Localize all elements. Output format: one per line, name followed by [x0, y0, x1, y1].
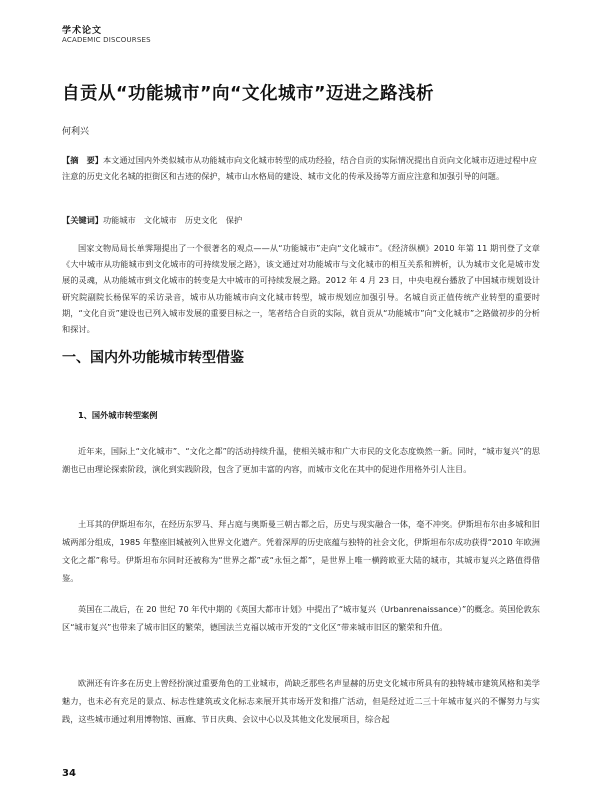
body-paragraph: 欧洲还有许多在历史上曾经扮演过重要角色的工业城市，尚缺乏那些名声显赫的历史文化城市所具有的独特城市建筑风格和美学魅力，也未必有充足的景点、标志性建筑或文化标志来展开其市场开发和推广活动，但是经过近二三十年城市复兴的不懈努力与实践，这些城市通过利用博物馆、画廊、节日庆典、会议中心以及其他文化发展项目，综合起 — [62, 678, 540, 724]
body-paragraph: 近年来，国际上“文化城市”、“文化之都”的活动持续升温，使相关城市和广大市民的文化态度焕然一新。同时，“城市复兴”的思潮也已由理论探索阶段，演化到实践阶段，包含了更加丰富的内容，而城市文化在其中的促进作用格外引人注目。 — [62, 446, 540, 474]
article-title: 自贡从“功能城市”向“文化城市”迈进之路浅析 — [62, 84, 435, 104]
article-author: 何利兴 — [62, 127, 90, 137]
keywords-label: 【关键词】 — [62, 215, 103, 225]
body-paragraph: 土耳其的伊斯坦布尔，在经历东罗马、拜占庭与奥斯曼三朝古都之后，历史与现实融合一体，毫不冲突。伊斯坦布尔由多城和旧城两部分组成，1985 年整座旧城被列入世界文化遗产。凭着深厚的历史底蕴与独特的社会文化，伊斯坦布尔成功获得“2010 年欧洲文化之都”称号。伊斯坦布尔同时还被称为“世界之都”或“永恒之都”，是世界上唯一横跨欧亚大陆的城市，其城市复兴之路值得借鉴。 — [62, 519, 540, 583]
journal-header — [62, 27, 151, 44]
keywords-text: 功能城市 文化城市 历史文化 保护 — [102, 215, 243, 225]
abstract-text: 本文通过国内外类似城市从功能城市向文化城市转型的成功经验，结合自贡的实际情况提出自贡向文化城市迈进过程中应注意的历史文化名城的拒街区和古迹的保护，城市山水格局的建设、城市文化的传承及扬等方面应注意和加强引导的问题。 — [62, 155, 537, 181]
intro-paragraph: 国家文物局局长单霁翔提出了一个很著名的观点——从“功能城市”走向“文化城市”。《经济纵横》2010 年第 11 期刊登了文章《大中城市从功能城市到文化城市的可持续发展之路》，该文通过对功能城市与文化城市的相互关系和辨析，认为城市文化是城市发展的灵魂，从功能城市到文化城市的转变是大中城市的可持续发展之路。2012 年 4 月 23 日，中央电视台播放了中国城市规划设计研究院副院长杨保军的采访录音，城市从功能城市向文化城市转型，城市规划应加强引导。名城自贡正值传统产业转型的重要时期，“文化自贡”建设也已列入城市发展的重要目标之一，笔者结合自贡的实际，就自贡从“功能城市”向“文化城市”之路做初步的分析和探讨。 — [62, 243, 540, 335]
journal-name-cn: 学术论文 — [62, 26, 103, 36]
journal-name-en: ACADEMIC DISCOURSES — [62, 36, 151, 44]
body-paragraph: 英国在二战后，在 20 世纪 70 年代中期的《英国大都市计划》中提出了“城市复兴（Urbanrenaissance）”的概念。英国伦敦东区“城市复兴”也带来了城市旧区的繁荣，德国法兰克福以城市开发的“文化区”带来城市旧区的繁荣和升值。 — [62, 604, 540, 632]
page-number: 34 — [62, 768, 76, 779]
section-heading: 一、国内外功能城市转型借鉴 — [62, 350, 244, 366]
keywords — [62, 212, 540, 228]
abstract-label: 【摘 要】 — [62, 155, 103, 165]
abstract — [62, 152, 540, 184]
subsection-heading: 1、国外城市转型案例 — [78, 410, 158, 420]
